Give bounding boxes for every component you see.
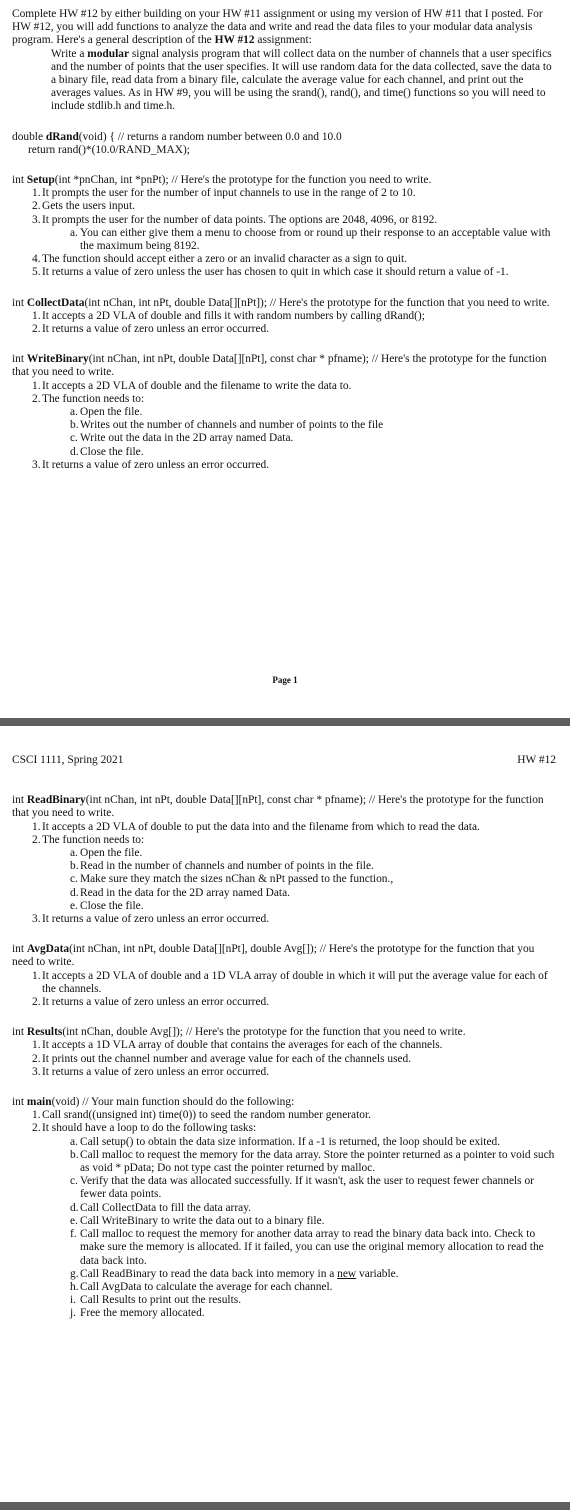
sublist-item xyxy=(42,1268,556,1281)
sig-return-type: int xyxy=(12,1096,27,1109)
sublist-item xyxy=(42,1175,556,1201)
list-item xyxy=(12,913,556,926)
sublist-item xyxy=(42,419,556,432)
sublist-item xyxy=(42,1136,556,1149)
numbered-list xyxy=(12,821,556,927)
page-1-content xyxy=(12,8,556,472)
sublist-item-text: Open the file. xyxy=(80,406,143,419)
sublist-item xyxy=(42,873,556,886)
sublist-letter: e. xyxy=(70,899,78,912)
sig-return-type: int xyxy=(12,174,27,187)
lettered-sublist xyxy=(42,847,556,913)
sublist-item xyxy=(42,860,556,873)
list-number: 5. xyxy=(32,266,41,279)
sublist-item-text: Writes out the number of channels and number of points to the file xyxy=(80,419,384,432)
list-item-text: It accepts a 2D VLA of double and fills it with random numbers by calling dRand(); xyxy=(42,309,425,322)
course-label: CSCI 1111, Spring 2021 xyxy=(12,754,124,766)
numbered-list xyxy=(12,1039,556,1079)
numbered-list xyxy=(12,380,556,472)
function-signature xyxy=(12,297,556,310)
list-number: 2. xyxy=(32,1122,41,1135)
sig-return-type: int xyxy=(12,943,27,956)
list-item xyxy=(12,323,556,336)
list-item xyxy=(12,970,556,996)
sig-function-name: WriteBinary xyxy=(26,353,89,366)
desc-modular-bold: modular xyxy=(87,47,130,60)
list-number: 1. xyxy=(32,187,41,200)
list-item-text: The function needs to: xyxy=(42,392,145,405)
list-item xyxy=(12,821,556,834)
numbered-list xyxy=(12,970,556,1010)
sublist-item xyxy=(42,1202,556,1215)
list-item-text: It accepts a 2D VLA of double and the filename to write the data to. xyxy=(42,379,352,392)
sublist-letter: h. xyxy=(70,1280,79,1293)
list-item-text: It accepts a 2D VLA of double to put the data into and the filename from which to read the data. xyxy=(42,820,480,833)
sublist-item-text: Close the file. xyxy=(80,445,144,458)
list-item-text: It accepts a 2D VLA of double and a 1D VLA array of double in which it will put the average value for each of the channels. xyxy=(42,969,548,995)
sublist-item xyxy=(42,446,556,459)
sublist-letter: a. xyxy=(70,847,78,860)
sig-function-name: Setup xyxy=(26,174,55,187)
readbinary-section xyxy=(12,794,556,926)
function-signature xyxy=(12,353,556,379)
list-item xyxy=(12,200,556,213)
sublist-letter: a. xyxy=(70,226,78,239)
sublist-item-text: Call WriteBinary to write the data out to a binary file. xyxy=(80,1214,325,1227)
function-signature xyxy=(12,943,556,969)
list-number: 3. xyxy=(32,913,41,926)
sublist-item xyxy=(42,1149,556,1175)
numbered-list xyxy=(12,310,556,336)
sublist-item xyxy=(42,847,556,860)
sublist-letter: g. xyxy=(70,1267,79,1280)
desc-text: Write a xyxy=(51,47,88,60)
list-item-text: Call srand((unsigned int) time(0)) to seed the random number generator. xyxy=(42,1109,371,1122)
drand-body: return rand()*(10.0/RAND_MAX); xyxy=(28,143,190,156)
list-item xyxy=(12,1122,556,1320)
sublist-letter: c. xyxy=(70,1175,78,1188)
intro-text-end: assignment: xyxy=(254,34,312,47)
list-item-text: It prompts the user for the number of data points. The options are 2048, 4096, or 8192. xyxy=(42,213,438,226)
list-item-text: It returns a value of zero unless an error occurred. xyxy=(42,1065,270,1078)
sublist-item-text: Write out the data in the 2D array named Data. xyxy=(80,432,294,445)
function-signature xyxy=(12,174,556,187)
sublist-item-text: variable. xyxy=(356,1267,399,1280)
lettered-sublist xyxy=(42,406,556,459)
sublist-letter: b. xyxy=(70,1148,79,1161)
list-item xyxy=(12,253,556,266)
underlined-word: new xyxy=(337,1267,357,1280)
sig-params-comment: (int nChan, int nPt, double Data[][nPt], const char * pfname); // Here's the prototype for the function that you need to write. xyxy=(12,353,547,379)
list-number: 1. xyxy=(32,379,41,392)
list-number: 3. xyxy=(32,1065,41,1078)
list-item-text: It accepts a 1D VLA array of double that contains the averages for each of the channels. xyxy=(42,1039,443,1052)
sublist-letter: f. xyxy=(70,1228,77,1241)
list-item-text: It returns a value of zero unless an error occurred. xyxy=(42,458,270,471)
sig-params-comment: (int nChan, int nPt, double Data[][nPt], double Avg[]); // Here's the prototype for the function that you need to write. xyxy=(12,943,535,969)
list-number: 1. xyxy=(32,1109,41,1122)
sublist-item-text: Call malloc to request the memory for another data array to read the binary data back into. Check to make sure the memory is allocated. If it failed, you can use the original memory allocation to read the data back into. xyxy=(80,1228,544,1267)
function-signature xyxy=(12,1096,556,1109)
page-divider-bottom xyxy=(0,1502,570,1510)
sublist-item xyxy=(42,900,556,913)
list-item-text: It should have a loop to do the following tasks: xyxy=(42,1122,257,1135)
list-item xyxy=(12,996,556,1009)
list-item xyxy=(12,214,556,254)
sig-type: double xyxy=(12,130,46,143)
sublist-item xyxy=(42,1228,556,1268)
list-item xyxy=(12,1109,556,1122)
assignment-description xyxy=(12,48,556,114)
list-number: 2. xyxy=(32,1052,41,1065)
list-item xyxy=(12,187,556,200)
sublist-item-text: Call setup() to obtain the data size information. If a -1 is returned, the loop should be exited. xyxy=(80,1135,501,1148)
sublist-item xyxy=(42,406,556,419)
page-number: Page 1 xyxy=(272,675,298,685)
list-item xyxy=(12,1066,556,1079)
list-number: 2. xyxy=(32,323,41,336)
list-number: 2. xyxy=(32,392,41,405)
sig-return-type: int xyxy=(12,1026,27,1039)
list-item xyxy=(12,310,556,323)
list-number: 1. xyxy=(32,309,41,322)
sublist-item-text: Call CollectData to fill the data array. xyxy=(80,1201,252,1214)
list-item xyxy=(12,834,556,913)
intro-paragraph xyxy=(12,8,556,48)
list-item-text: It returns a value of zero unless an error occurred. xyxy=(42,913,270,926)
hw-label: HW #12 xyxy=(517,754,556,766)
sublist-item xyxy=(42,227,556,253)
sig-function-name: ReadBinary xyxy=(26,794,86,807)
sublist-item-text: Call AvgData to calculate the average for each channel. xyxy=(80,1280,333,1293)
drand-signature xyxy=(12,131,556,144)
sublist-item-text: Read in the data for the 2D array named Data. xyxy=(80,886,291,899)
sublist-item-text: Call malloc to request the memory for the data array. Store the pointer returned as a pointer to void such as void * pData; Do not type cast the pointer returned by malloc. xyxy=(80,1148,555,1175)
sublist-letter: a. xyxy=(70,1135,78,1148)
sublist-item-text: Read in the number of channels and number of points in the file. xyxy=(80,860,374,873)
writebinary-section xyxy=(12,353,556,472)
sublist-letter: d. xyxy=(70,1201,79,1214)
list-number: 2. xyxy=(32,833,41,846)
list-item xyxy=(12,393,556,459)
document-page-1 xyxy=(0,0,570,718)
list-item-text: The function needs to: xyxy=(42,833,145,846)
lettered-sublist xyxy=(42,1136,556,1321)
sublist-letter: d. xyxy=(70,886,79,899)
list-number: 4. xyxy=(32,253,41,266)
sublist-letter: c. xyxy=(70,873,78,886)
running-header xyxy=(12,754,556,767)
sublist-item xyxy=(42,887,556,900)
sig-return-type: int xyxy=(12,296,27,309)
intro-text: Complete HW #12 by either building on your HW #11 assignment or using my version of HW #11 that I posted. For HW #12, you will add functions to analyze the data and write and read the data files to your modular data analysis program. Here's a general description of the xyxy=(12,8,543,47)
page-2-content xyxy=(12,754,556,1321)
sublist-letter: d. xyxy=(70,445,79,458)
sig-params-comment: (int nChan, int nPt, double Data[][nPt]); // Here's the prototype for the function that you need to write. xyxy=(84,296,550,309)
function-signature xyxy=(12,794,556,820)
sublist-letter: a. xyxy=(70,406,78,419)
sig-rest: (void) { // returns a random number between 0.0 and 10.0 xyxy=(78,130,342,143)
desc-text-end: signal analysis program that will collect data on the number of channels that a user specifics and the number of points that the user specifies. It will use random data for the data collected, save the data to a binary file, read data from a binary file, calculate the average value for each channel, and print out the averages values. As in HW #9, you will be using the srand(), rand(), and time() functions so you will need to include stdlib.h and time.h. xyxy=(51,47,552,113)
list-item-text: The function should accept either a zero or an invalid character as a sign to quit. xyxy=(42,253,407,266)
list-number: 1. xyxy=(32,969,41,982)
list-item xyxy=(12,1053,556,1066)
sublist-item-text: Call Results to print out the results. xyxy=(80,1294,242,1307)
sig-params-comment: (int nChan, int nPt, double Data[][nPt], const char * pfname); // Here's the prototype for the function that you need to write. xyxy=(12,794,544,820)
avgdata-section xyxy=(12,943,556,1009)
sublist-letter: e. xyxy=(70,1214,78,1227)
sublist-item-text: You can either give them a menu to choose from or round up their response to an acceptable value with the maximum being 8192. xyxy=(80,226,551,253)
list-number: 3. xyxy=(32,213,41,226)
sublist-letter: b. xyxy=(70,419,79,432)
sig-return-type: int xyxy=(12,794,27,807)
list-item-text: It prompts the user for the number of input channels to use in the range of 2 to 10. xyxy=(42,187,416,200)
sublist-item-text: Open the file. xyxy=(80,847,143,860)
collectdata-section xyxy=(12,297,556,337)
sig-params-comment: (int nChan, double Avg[]); // Here's the prototype for the function that you need to write. xyxy=(62,1026,466,1039)
sublist-item xyxy=(42,1281,556,1294)
list-number: 1. xyxy=(32,1039,41,1052)
sig-params-comment: (int *pnChan, int *pnPt); // Here's the prototype for the function you need to write. xyxy=(54,174,432,187)
list-item-text: It prints out the channel number and average value for each of the channels used. xyxy=(42,1052,412,1065)
results-section xyxy=(12,1026,556,1079)
function-signature xyxy=(12,1026,556,1039)
list-number: 2. xyxy=(32,996,41,1009)
sig-function-name: AvgData xyxy=(26,943,70,956)
main-section xyxy=(12,1096,556,1320)
intro-hw-bold: HW #12 xyxy=(214,34,255,47)
sublist-item xyxy=(42,432,556,445)
list-number: 1. xyxy=(32,820,41,833)
numbered-list xyxy=(12,1109,556,1320)
sublist-item-text: Make sure they match the sizes nChan & nPt passed to the function., xyxy=(80,873,394,886)
sublist-item xyxy=(42,1215,556,1228)
sig-params-comment: (void) // Your main function should do the following: xyxy=(51,1096,295,1109)
sublist-item-text: Free the memory allocated. xyxy=(80,1307,205,1320)
list-item-text: It returns a value of zero unless an error occurred. xyxy=(42,323,270,336)
sublist-item-text: Close the file. xyxy=(80,899,144,912)
list-item-text: It returns a value of zero unless the user has chosen to quit in which case it should return a value of -1. xyxy=(42,266,509,279)
sig-function-name: Results xyxy=(26,1026,63,1039)
sublist-letter: b. xyxy=(70,860,79,873)
list-item-text: It returns a value of zero unless an error occurred. xyxy=(42,996,270,1009)
sublist-item xyxy=(42,1294,556,1307)
list-item-text: Gets the users input. xyxy=(42,200,136,213)
sublist-letter: j. xyxy=(70,1307,77,1320)
list-number: 2. xyxy=(32,200,41,213)
sig-function-name: main xyxy=(26,1096,52,1109)
sig-func-name: dRand xyxy=(45,130,79,143)
sublist-item xyxy=(42,1307,556,1320)
list-item xyxy=(12,1039,556,1052)
list-item xyxy=(12,380,556,393)
document-page-2 xyxy=(0,726,570,1502)
sig-return-type: int xyxy=(12,353,27,366)
page-divider xyxy=(0,718,570,726)
list-item xyxy=(12,266,556,279)
list-number: 3. xyxy=(32,458,41,471)
list-item xyxy=(12,459,556,472)
sublist-item-text: Call ReadBinary to read the data back into memory in a xyxy=(80,1267,338,1280)
sublist-letter: i. xyxy=(70,1294,77,1307)
setup-section xyxy=(12,174,556,280)
numbered-list xyxy=(12,187,556,279)
lettered-sublist xyxy=(42,227,556,253)
sublist-letter: c. xyxy=(70,432,78,445)
sublist-item-text: Verify that the data was allocated successfully. If it wasn't, ask the user to request fewer channels or fewer data points. xyxy=(80,1175,534,1201)
sig-function-name: CollectData xyxy=(26,296,85,309)
